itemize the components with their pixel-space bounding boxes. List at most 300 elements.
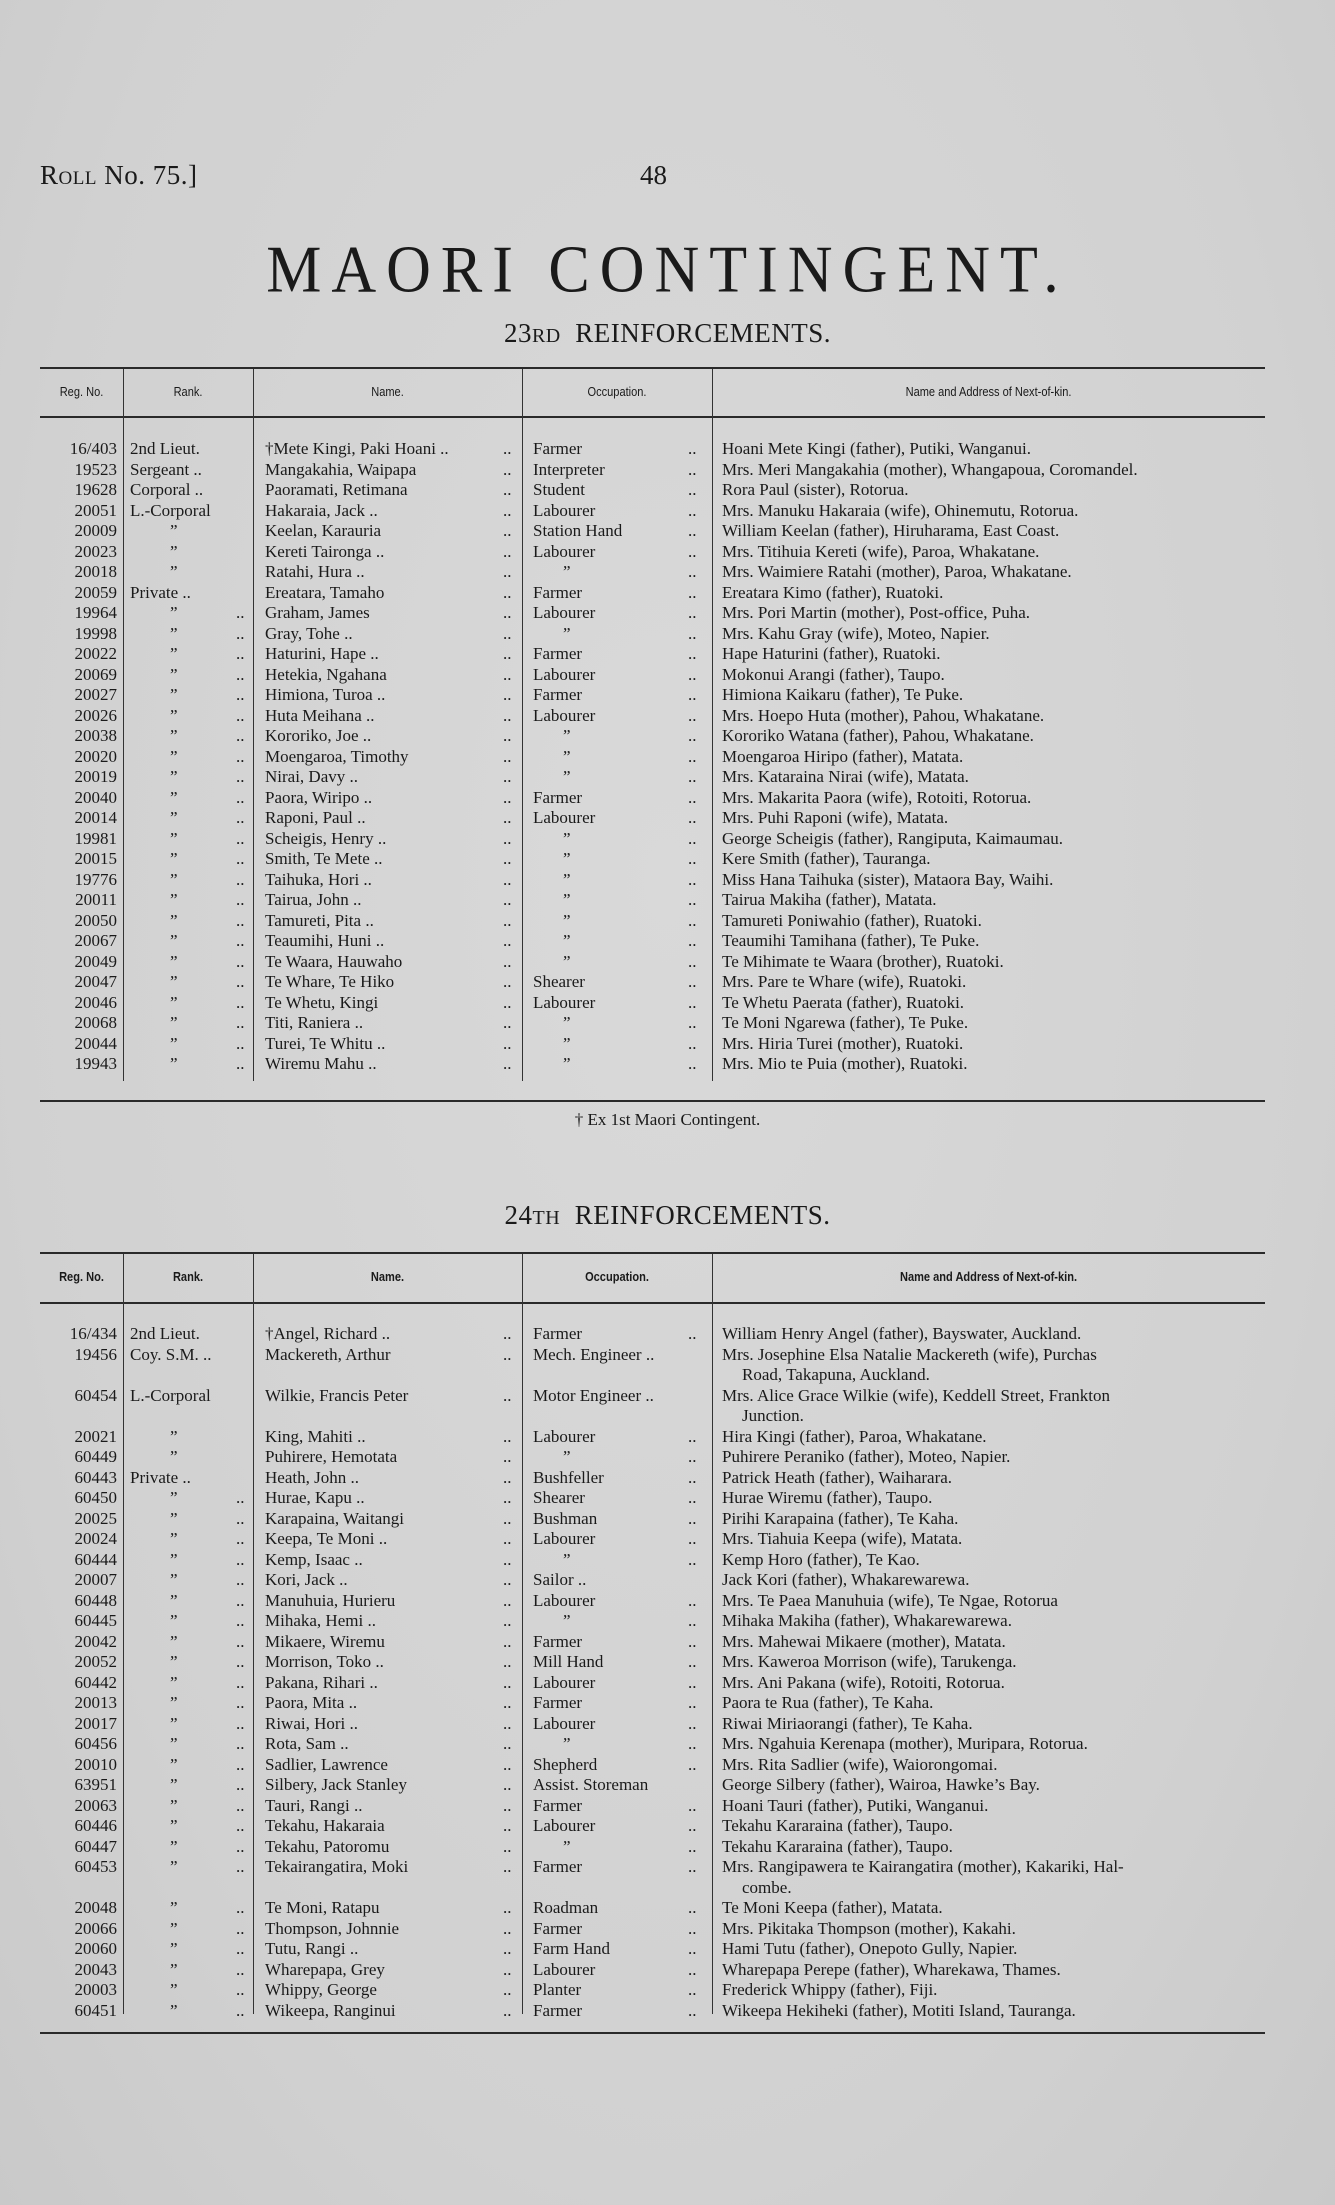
- occupation-cell: [533, 747, 571, 768]
- table-row: [40, 1898, 1265, 1919]
- reg-no-cell: 20018: [74, 562, 117, 581]
- leader-dots: ..: [236, 1013, 245, 1032]
- name-cell: Rota, Sam ..: [265, 1734, 349, 1753]
- occupation-value: ”: [563, 890, 571, 909]
- name-cell: Kori, Jack ..: [265, 1570, 348, 1589]
- occupation-value: Labourer: [533, 992, 596, 1012]
- next-of-kin-cell: [722, 644, 1262, 665]
- occupation-cell: [533, 1447, 571, 1468]
- table-row: [40, 1714, 1265, 1735]
- leader-dots: ..: [503, 1611, 512, 1630]
- occupation-value: ”: [563, 1611, 571, 1630]
- occupation-value: ”: [563, 623, 571, 643]
- leader-dots: ..: [503, 603, 512, 622]
- next-of-kin-cell: [722, 1652, 1262, 1673]
- next-of-kin-cell: [722, 460, 1262, 481]
- occupation-cell: [533, 1034, 571, 1055]
- table-row: [40, 439, 1265, 460]
- rank-cell: [130, 1550, 250, 1571]
- rank-value: ”: [170, 726, 178, 745]
- leader-dots: ..: [503, 1033, 512, 1053]
- occupation-cell: [533, 1960, 595, 1981]
- leader-dots: ..: [688, 1013, 697, 1032]
- name-cell: Teaumihi, Huni ..: [265, 931, 385, 950]
- rank-cell: [130, 1755, 250, 1776]
- next-of-kin-line: Himiona Kaikaru (father), Te Puke.: [722, 685, 964, 704]
- rank-value: ”: [170, 541, 178, 561]
- name-cell: †Mete Kingi, Paki Hoani ..: [265, 439, 449, 458]
- occupation-cell: [533, 1632, 582, 1653]
- rank-value: ”: [170, 992, 178, 1012]
- table-row: [40, 2001, 1265, 2022]
- name-cell: Pakana, Rihari ..: [265, 1672, 378, 1692]
- occupation-value: Shearer: [533, 972, 585, 991]
- next-of-kin-cell: [722, 1468, 1262, 1489]
- rank-cell: [130, 2001, 250, 2022]
- next-of-kin-line: Hoani Mete Kingi (father), Putiki, Wanganui.: [722, 439, 1031, 458]
- name-cell: Te Moni, Ratapu: [265, 1898, 380, 1917]
- table-row: [40, 1652, 1265, 1673]
- next-of-kin-cell: [722, 1837, 1262, 1858]
- leader-dots: ..: [503, 2000, 512, 2020]
- name-cell: Keepa, Te Moni ..: [265, 1529, 388, 1548]
- name-cell: Hakaraia, Jack ..: [265, 500, 378, 520]
- next-of-kin-cell: [722, 1919, 1262, 1940]
- rank-value: ”: [170, 664, 178, 684]
- leader-dots: ..: [503, 1959, 512, 1979]
- reg-no-cell: 20007: [74, 1570, 117, 1589]
- header-name: Name.: [371, 383, 404, 399]
- leader-dots: ..: [688, 1447, 697, 1466]
- occupation-cell: [533, 1570, 586, 1591]
- rank-value: ”: [170, 1054, 178, 1073]
- rank-value: ”: [170, 972, 178, 991]
- next-of-kin-line: Mrs. Manuku Hakaraia (wife), Ohinemutu, Rotorua.: [722, 500, 1079, 520]
- next-of-kin-line: Mrs. Titihuia Kereti (wife), Paroa, Whakatane.: [722, 541, 1040, 561]
- reg-no-cell: 60445: [74, 1611, 117, 1630]
- leader-dots: ..: [688, 1898, 697, 1917]
- name-cell: Te Whare, Te Hiko: [265, 972, 395, 991]
- name-cell: Ratahi, Hura ..: [265, 562, 365, 581]
- rank-cell: [130, 767, 250, 788]
- occupation-cell: [533, 1857, 582, 1878]
- table-row: [40, 808, 1265, 829]
- leader-dots: ..: [503, 1816, 512, 1835]
- reg-no-cell: 16/403: [69, 439, 117, 458]
- reg-no-cell: 20047: [74, 972, 117, 991]
- name-cell: Kereti Taironga ..: [265, 541, 385, 561]
- leader-dots: ..: [236, 726, 245, 745]
- next-of-kin-cell: [722, 788, 1262, 809]
- leader-dots: ..: [236, 746, 245, 766]
- table-row: [40, 1427, 1265, 1448]
- next-of-kin-line: William Henry Angel (father), Bayswater, Auckland.: [722, 1324, 1082, 1343]
- next-of-kin-cell: [722, 562, 1262, 583]
- next-of-kin-line: Te Mihimate te Waara (brother), Ruatoki.: [722, 951, 1004, 971]
- table-row: [40, 1345, 1265, 1386]
- table-row: [40, 1755, 1265, 1776]
- leader-dots: ..: [503, 1385, 512, 1405]
- next-of-kin-cell: [722, 1054, 1262, 1075]
- occupation-cell: [533, 1324, 582, 1345]
- rank-value: ”: [170, 1754, 178, 1774]
- rank-cell: [130, 829, 250, 850]
- table-row: [40, 542, 1265, 563]
- leader-dots: ..: [503, 746, 512, 766]
- leader-dots: ..: [688, 2000, 697, 2020]
- occupation-value: Farmer: [533, 1631, 583, 1651]
- next-of-kin-line: Kororiko Watana (father), Pahou, Whakatane.: [722, 726, 1034, 745]
- name-cell: Paoramati, Retimana: [265, 480, 408, 499]
- name-cell: Himiona, Turoa ..: [265, 685, 386, 704]
- occupation-value: Farmer: [533, 439, 583, 458]
- leader-dots: ..: [688, 972, 697, 991]
- table-row: [40, 1939, 1265, 1960]
- leader-dots: ..: [503, 931, 512, 950]
- occupation-cell: [533, 1054, 571, 1075]
- occupation-value: Motor Engineer ..: [533, 1385, 654, 1405]
- leader-dots: ..: [503, 1795, 512, 1815]
- header-bottom-rule: [40, 416, 1265, 418]
- name-cell: Hurae, Kapu ..: [265, 1488, 365, 1507]
- occupation-value: Labourer: [533, 603, 596, 622]
- table-row: [40, 1324, 1265, 1345]
- leader-dots: ..: [236, 1959, 245, 1979]
- leader-dots: ..: [236, 1713, 245, 1733]
- next-of-kin-line: combe.: [742, 1877, 792, 1897]
- leader-dots: ..: [503, 1467, 512, 1487]
- leader-dots: ..: [236, 1549, 245, 1569]
- leader-dots: ..: [503, 562, 512, 581]
- reg-no-cell: 20010: [74, 1754, 117, 1774]
- occupation-cell: [533, 788, 582, 809]
- leader-dots: ..: [688, 1549, 697, 1569]
- header-next-of-kin: Name and Address of Next-of-kin.: [905, 383, 1072, 399]
- leader-dots: ..: [688, 1508, 697, 1528]
- occupation-value: ”: [563, 1054, 571, 1073]
- leader-dots: ..: [688, 1918, 697, 1938]
- leader-dots: ..: [503, 1488, 512, 1507]
- occupation-cell: [533, 439, 582, 460]
- rank-cell: [130, 665, 250, 686]
- next-of-kin-line: Mrs. Josephine Elsa Natalie Mackereth (wife), Purchas: [722, 1344, 1097, 1364]
- occupation-cell: [533, 1816, 595, 1837]
- occupation-value: ”: [563, 951, 571, 971]
- rank-value: ”: [170, 787, 178, 807]
- occupation-value: Farmer: [533, 1324, 583, 1343]
- leader-dots: ..: [236, 2000, 245, 2020]
- table-row: [40, 1673, 1265, 1694]
- next-of-kin-cell: [722, 1673, 1262, 1694]
- occupation-cell: [533, 603, 595, 624]
- table-row: [40, 1837, 1265, 1858]
- table-bottom-rule: [40, 2032, 1265, 2034]
- rank-cell: [130, 1447, 250, 1468]
- leader-dots: ..: [503, 541, 512, 561]
- rank-cell: [130, 439, 250, 460]
- name-cell: Tamureti, Pita ..: [265, 910, 374, 930]
- roll-prefix: Roll: [40, 160, 97, 190]
- occupation-value: Labourer: [533, 1713, 596, 1733]
- occupation-cell: [533, 1488, 585, 1509]
- next-of-kin-cell: [722, 1693, 1262, 1714]
- rank-value: ”: [170, 828, 178, 848]
- next-of-kin-line: Mrs. Pikitaka Thompson (mother), Kakahi.: [722, 1918, 1016, 1938]
- next-of-kin-cell: [722, 726, 1262, 747]
- reg-no-cell: 20024: [74, 1529, 117, 1548]
- leader-dots: ..: [503, 1054, 512, 1073]
- occupation-value: Farmer: [533, 787, 583, 807]
- occupation-value: ”: [563, 1033, 571, 1053]
- occupation-cell: [533, 1427, 595, 1448]
- leader-dots: ..: [688, 746, 697, 766]
- occupation-cell: [533, 706, 595, 727]
- name-cell: Te Waara, Hauwaho: [265, 951, 403, 971]
- reg-no-cell: 20043: [74, 1959, 117, 1979]
- reg-no-cell: 60456: [74, 1734, 117, 1753]
- rank-cell: [130, 542, 250, 563]
- rank-value: ”: [170, 685, 178, 704]
- rank-value: ”: [170, 1980, 178, 1999]
- occupation-value: ”: [563, 1013, 571, 1032]
- occupation-value: ”: [563, 1549, 571, 1569]
- leader-dots: ..: [688, 500, 697, 520]
- table-bottom-rule: [40, 1100, 1265, 1102]
- reg-no-cell: 20059: [74, 582, 117, 602]
- rank-cell: [130, 1816, 250, 1837]
- rank-cell: [130, 1034, 250, 1055]
- next-of-kin-cell: [722, 685, 1262, 706]
- occupation-cell: [533, 562, 571, 583]
- name-cell: Tekahu, Hakaraia: [265, 1816, 385, 1835]
- leader-dots: ..: [503, 1898, 512, 1917]
- next-of-kin-line: Mrs. Ani Pakana (wife), Rotoiti, Rotorua.: [722, 1672, 1005, 1692]
- next-of-kin-line: Mrs. Makarita Paora (wife), Rotoiti, Rotorua.: [722, 787, 1032, 807]
- next-of-kin-line: Mrs. Ngahuia Kerenapa (mother), Muripara, Rotorua.: [722, 1734, 1088, 1753]
- name-cell: Mikaere, Wiremu: [265, 1631, 385, 1651]
- leader-dots: ..: [236, 1570, 245, 1589]
- table-row: [40, 931, 1265, 952]
- name-cell: Sadlier, Lawrence: [265, 1754, 388, 1774]
- leader-dots: ..: [503, 582, 512, 602]
- rank-cell: [130, 1796, 250, 1817]
- name-cell: Ereatara, Tamaho: [265, 582, 385, 602]
- name-cell: Mihaka, Hemi ..: [265, 1611, 376, 1630]
- table-row: [40, 603, 1265, 624]
- leader-dots: ..: [503, 849, 512, 868]
- next-of-kin-cell: [722, 870, 1262, 891]
- leader-dots: ..: [236, 1054, 245, 1073]
- table-row: [40, 501, 1265, 522]
- rank-value: ”: [170, 1590, 178, 1610]
- next-of-kin-line: Mrs. Mahewai Mikaere (mother), Matata.: [722, 1631, 1006, 1651]
- name-cell: Scheigis, Henry ..: [265, 828, 387, 848]
- occupation-value: Labourer: [533, 664, 596, 684]
- occupation-cell: [533, 1345, 654, 1366]
- next-of-kin-line: Mihaka Makiha (father), Whakarewarewa.: [722, 1611, 1012, 1630]
- name-cell: Mangakahia, Waipapa: [265, 459, 417, 479]
- rank-value: ”: [170, 931, 178, 950]
- leader-dots: ..: [688, 1529, 697, 1548]
- rank-value: ”: [170, 1611, 178, 1630]
- rank-cell: [130, 1591, 250, 1612]
- name-cell: Tairua, John ..: [265, 890, 362, 909]
- table-row: [40, 849, 1265, 870]
- reg-no-cell: 20052: [74, 1652, 117, 1671]
- name-cell: Taihuka, Hori ..: [265, 869, 372, 889]
- reg-no-cell: 20017: [74, 1713, 117, 1733]
- section-heading: REINFORCEMENTS.: [574, 1200, 831, 1230]
- leader-dots: ..: [503, 664, 512, 684]
- reg-no-cell: 60451: [74, 2000, 117, 2020]
- rank-value: ”: [170, 1795, 178, 1815]
- occupation-cell: [533, 1529, 595, 1550]
- next-of-kin-cell: [722, 624, 1262, 645]
- reg-no-cell: 20038: [74, 726, 117, 745]
- header-occupation: Occupation.: [587, 383, 647, 399]
- header-rank: Rank.: [173, 383, 203, 399]
- table-row: [40, 521, 1265, 542]
- reg-no-cell: 19998: [74, 623, 117, 643]
- occupation-value: Labourer: [533, 1959, 596, 1979]
- reg-no-cell: 19628: [74, 480, 117, 499]
- name-cell: Tauri, Rangi ..: [265, 1795, 363, 1815]
- rank-cell: [130, 1632, 250, 1653]
- occupation-value: Farmer: [533, 685, 583, 704]
- leader-dots: ..: [688, 992, 697, 1012]
- leader-dots: ..: [236, 951, 245, 971]
- leader-dots: ..: [236, 869, 245, 889]
- leader-dots: ..: [236, 1652, 245, 1671]
- leader-dots: ..: [503, 459, 512, 479]
- rank-value: ”: [170, 562, 178, 581]
- next-of-kin-cell: [722, 1034, 1262, 1055]
- leader-dots: ..: [688, 685, 697, 704]
- leader-dots: ..: [688, 623, 697, 643]
- next-of-kin-cell: [722, 603, 1262, 624]
- next-of-kin-cell: [722, 931, 1262, 952]
- name-cell: King, Mahiti ..: [265, 1426, 366, 1446]
- occupation-value: ”: [563, 931, 571, 950]
- table-row: [40, 911, 1265, 932]
- occupation-cell: [533, 583, 582, 604]
- table-row: [40, 993, 1265, 1014]
- leader-dots: ..: [688, 1631, 697, 1651]
- table-row: [40, 1488, 1265, 1509]
- leader-dots: ..: [688, 1054, 697, 1073]
- next-of-kin-line: Road, Takapuna, Auckland.: [742, 1365, 930, 1384]
- occupation-value: Interpreter: [533, 459, 605, 479]
- header-next-of-kin: Name and Address of Next-of-kin.: [899, 1268, 1078, 1284]
- next-of-kin-line: Miss Hana Taihuka (sister), Mataora Bay, Waihi.: [722, 869, 1054, 889]
- leader-dots: ..: [503, 1713, 512, 1733]
- rank-value: L.-Corporal: [130, 1385, 211, 1405]
- reg-no-cell: 20026: [74, 705, 117, 725]
- occupation-value: Labourer: [533, 500, 596, 520]
- table-row: [40, 1570, 1265, 1591]
- rank-cell: [130, 501, 250, 522]
- rank-cell: [130, 706, 250, 727]
- rank-cell: [130, 480, 250, 501]
- leader-dots: ..: [503, 1508, 512, 1528]
- leader-dots: ..: [236, 1918, 245, 1938]
- rank-cell: [130, 1693, 250, 1714]
- next-of-kin-line: Mrs. Puhi Raponi (wife), Matata.: [722, 808, 949, 827]
- leader-dots: ..: [236, 1611, 245, 1630]
- next-of-kin-line: Hami Tutu (father), Onepoto Gully, Napier.: [722, 1939, 1018, 1958]
- rank-value: ”: [170, 1672, 178, 1692]
- table-row: [40, 1980, 1265, 2001]
- rank-cell: [130, 1488, 250, 1509]
- leader-dots: ..: [688, 726, 697, 745]
- rank-cell: [130, 1509, 250, 1530]
- rank-cell: [130, 1427, 250, 1448]
- rank-cell: [130, 1570, 250, 1591]
- rank-cell: [130, 788, 250, 809]
- reg-no-cell: 20069: [74, 664, 117, 684]
- table-row: [40, 747, 1265, 768]
- leader-dots: ..: [503, 869, 512, 889]
- next-of-kin-line: Tekahu Kararaina (father), Taupo.: [722, 1836, 953, 1856]
- leader-dots: ..: [503, 1754, 512, 1774]
- leader-dots: ..: [236, 808, 245, 827]
- next-of-kin-line: Pirihi Karapaina (father), Te Kaha.: [722, 1508, 959, 1528]
- next-of-kin-cell: [722, 583, 1262, 604]
- next-of-kin-cell: [722, 1550, 1262, 1571]
- name-cell: Tutu, Rangi ..: [265, 1939, 359, 1958]
- leader-dots: ..: [236, 767, 245, 786]
- table-row: [40, 706, 1265, 727]
- next-of-kin-cell: [722, 1714, 1262, 1735]
- next-of-kin-cell: [722, 706, 1262, 727]
- occupation-value: ”: [563, 562, 571, 581]
- table-row: [40, 624, 1265, 645]
- reg-no-cell: 20067: [74, 931, 117, 950]
- rank-cell: [130, 644, 250, 665]
- section-ordinal: 24: [504, 1200, 533, 1230]
- occupation-value: Planter: [533, 1980, 582, 1999]
- next-of-kin-line: Te Moni Keepa (father), Matata.: [722, 1898, 943, 1917]
- table-row: [40, 870, 1265, 891]
- leader-dots: ..: [688, 787, 697, 807]
- occupation-cell: [533, 870, 571, 891]
- table-row: [40, 1734, 1265, 1755]
- occupation-value: Farmer: [533, 2000, 583, 2020]
- rank-value: 2nd Lieut.: [130, 1324, 200, 1343]
- name-cell: Graham, James: [265, 603, 370, 622]
- header-rank: Rank.: [172, 1268, 204, 1284]
- next-of-kin-cell: [722, 767, 1262, 788]
- table-row: [40, 1796, 1265, 1817]
- occupation-cell: [533, 829, 571, 850]
- table-row: [40, 562, 1265, 583]
- table-row: [40, 1693, 1265, 1714]
- name-cell: Haturini, Hape ..: [265, 644, 379, 663]
- leader-dots: ..: [236, 1590, 245, 1610]
- leader-dots: ..: [503, 644, 512, 663]
- reg-no-cell: 20049: [74, 951, 117, 971]
- rank-cell: [130, 1714, 250, 1735]
- occupation-value: ”: [563, 910, 571, 930]
- reg-no-cell: 20027: [74, 685, 117, 704]
- leader-dots: ..: [688, 1488, 697, 1507]
- rank-value: Private ..: [130, 1467, 191, 1487]
- header-name: Name.: [370, 1268, 405, 1284]
- leader-dots: ..: [236, 1939, 245, 1958]
- next-of-kin-cell: [722, 1796, 1262, 1817]
- occupation-value: Station Hand: [533, 521, 623, 540]
- next-of-kin-line: Teaumihi Tamihana (father), Te Puke.: [722, 931, 980, 950]
